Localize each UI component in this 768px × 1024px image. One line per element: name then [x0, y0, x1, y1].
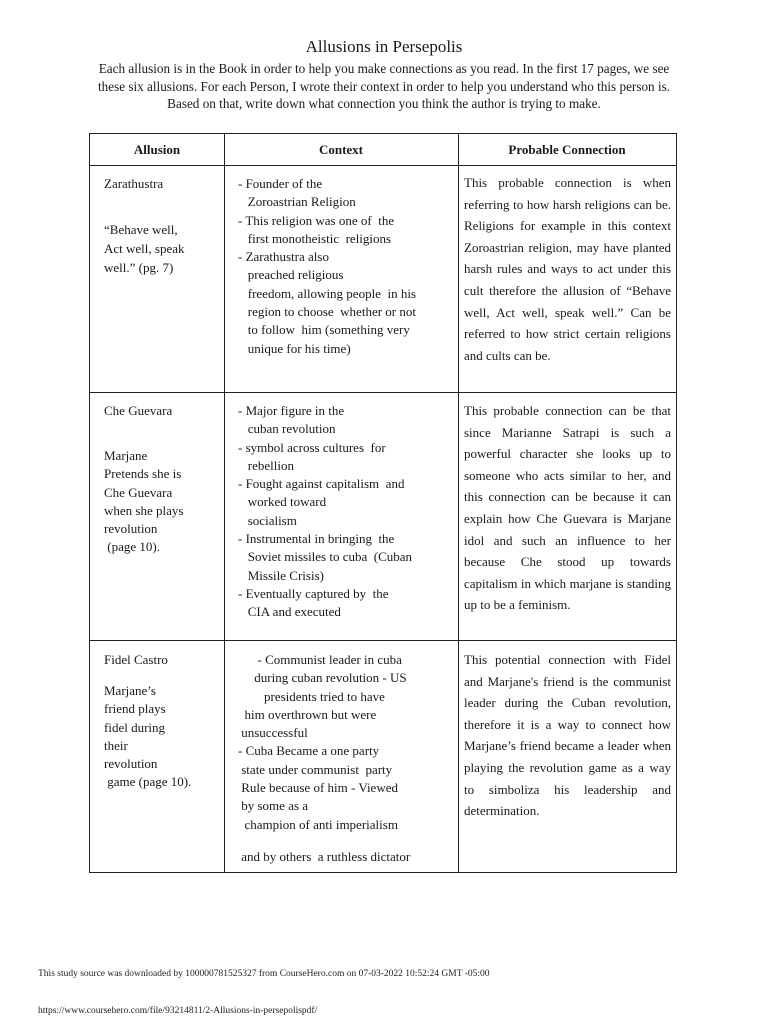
note-line: revolution — [104, 756, 158, 772]
context-line: freedom, allowing people in his — [238, 285, 416, 301]
context-line: - Founder of the — [238, 176, 323, 191]
column-divider — [224, 134, 225, 872]
context-line: CIA and executed — [238, 604, 341, 620]
note-line: Pretends she is — [104, 466, 182, 482]
row-divider — [90, 640, 676, 641]
note-line: their — [104, 737, 128, 753]
context-cell — [238, 402, 412, 622]
allusion-note — [104, 220, 185, 277]
connection-text: This potential connection with Fidel and Marjane's friend is the communist leader during the Cuban revolution, therefore it is a way to connect how Marjane’s friend became a leader when playing the revolution game as a way to simboliza his leadership and determination. — [464, 652, 671, 819]
context-line: cuban revolution — [238, 421, 336, 437]
note-line: revolution — [104, 521, 158, 537]
row-divider — [90, 392, 676, 393]
connection-text: This probable connection can be that since Marianne Satrapi is such a powerful character she looks up to someone who acts similar to her, and this connection can be because it can explain how Che Guevara is Marjane idol and such an influence to her because Che stood up towards capitalism in which marjane is standing up to be a feminism. — [464, 403, 671, 613]
note-line: when she plays — [104, 502, 184, 518]
download-note: This study source was downloaded by 100000781525327 from CourseHero.com on 07-03-2022 10:52:24 GMT -05:00 — [38, 969, 490, 979]
note-line: Act well, speak — [104, 241, 185, 256]
intro-paragraph: Each allusion is in the Book in order to help you make connections as you read. In the first 17 pages, we see these six allusions. For each Person, I wrote their context in order to help you understand who this person is. Based on that, write down what connection you think the author is trying to make. — [97, 61, 671, 111]
context-line: - Eventually captured by the — [238, 585, 389, 601]
context-line: first monotheistic religions — [238, 230, 392, 246]
allusion-name: Zarathustra — [104, 176, 164, 191]
allusions-table — [89, 133, 677, 873]
context-line: - Major figure in the — [238, 403, 345, 418]
context-line: - Zarathustra also — [238, 249, 329, 265]
connection-text: This probable connection is when referring to how harsh religions can be. Religions for example in this context Zoroastrian religion, may have planted harsh rules and ways to act under this cult therefore the allusion of “Behave well, Act well, speak well.” Can be referred to how strict certain religions and cults can be. — [464, 175, 671, 363]
note-line: game (page 10). — [104, 774, 192, 790]
context-line: - Cuba Became a one party — [238, 743, 380, 759]
header-divider — [90, 165, 676, 166]
context-line: by some as a — [238, 798, 309, 814]
context-line: Rule because of him - Viewed — [238, 780, 398, 796]
context-line: to follow him (something very — [238, 322, 410, 338]
note-line: fidel during — [104, 719, 166, 735]
context-line: - Communist leader in cuba — [238, 652, 402, 667]
allusion-note — [104, 682, 191, 792]
source-url[interactable]: https://www.coursehero.com/file/93214811/2-Allusions-in-persepolispdf/ — [38, 1006, 318, 1016]
connection-cell — [464, 172, 671, 366]
note-line: well.” (pg. 7) — [104, 260, 174, 275]
context-line: champion of anti imperialism — [238, 816, 398, 832]
context-line: Missile Crisis) — [238, 567, 324, 583]
note-line: Marjane’s — [104, 683, 156, 698]
note-line: friend plays — [104, 701, 166, 717]
context-line: state under communist party — [238, 761, 393, 777]
note-line: “Behave well, — [104, 222, 178, 237]
note-line: Marjane — [104, 448, 148, 463]
context-cell — [238, 651, 410, 866]
note-line: Che Guevara — [104, 484, 173, 500]
context-line: Zoroastrian Religion — [238, 194, 356, 210]
context-line: unique for his time) — [238, 340, 351, 356]
header-context: Context — [318, 142, 364, 157]
allusion-note — [104, 447, 183, 557]
allusion-name: Che Guevara — [104, 403, 173, 418]
document-title: Allusions in Persepolis — [305, 37, 463, 56]
context-line: and by others a ruthless dictator — [238, 848, 411, 864]
header-allusion: Allusion — [133, 142, 181, 157]
connection-cell — [464, 400, 671, 616]
connection-cell — [464, 649, 671, 822]
context-line: unsuccessful — [238, 725, 308, 741]
context-line: during cuban revolution - US — [238, 670, 407, 686]
context-line: rebellion — [238, 457, 294, 473]
context-line: worked toward — [238, 494, 327, 510]
context-line: - Fought against capitalism and — [238, 476, 405, 492]
context-line: him overthrown but were — [238, 706, 377, 722]
allusion-name: Fidel Castro — [104, 652, 168, 667]
column-divider — [458, 134, 459, 872]
context-cell — [238, 175, 416, 358]
context-line: Soviet missiles to cuba (Cuban — [238, 549, 413, 565]
context-line — [238, 834, 410, 848]
context-line: region to choose whether or not — [238, 304, 416, 320]
header-probable-connection: Probable Connection — [508, 142, 626, 157]
context-line: - Instrumental in bringing the — [238, 531, 395, 547]
context-line: - symbol across cultures for — [238, 439, 386, 455]
context-line: - This religion was one of the — [238, 212, 395, 228]
context-line: socialism — [238, 512, 297, 528]
note-line: (page 10). — [104, 539, 160, 555]
context-line: preached religious — [238, 267, 344, 283]
context-line: presidents tried to have — [238, 688, 385, 704]
